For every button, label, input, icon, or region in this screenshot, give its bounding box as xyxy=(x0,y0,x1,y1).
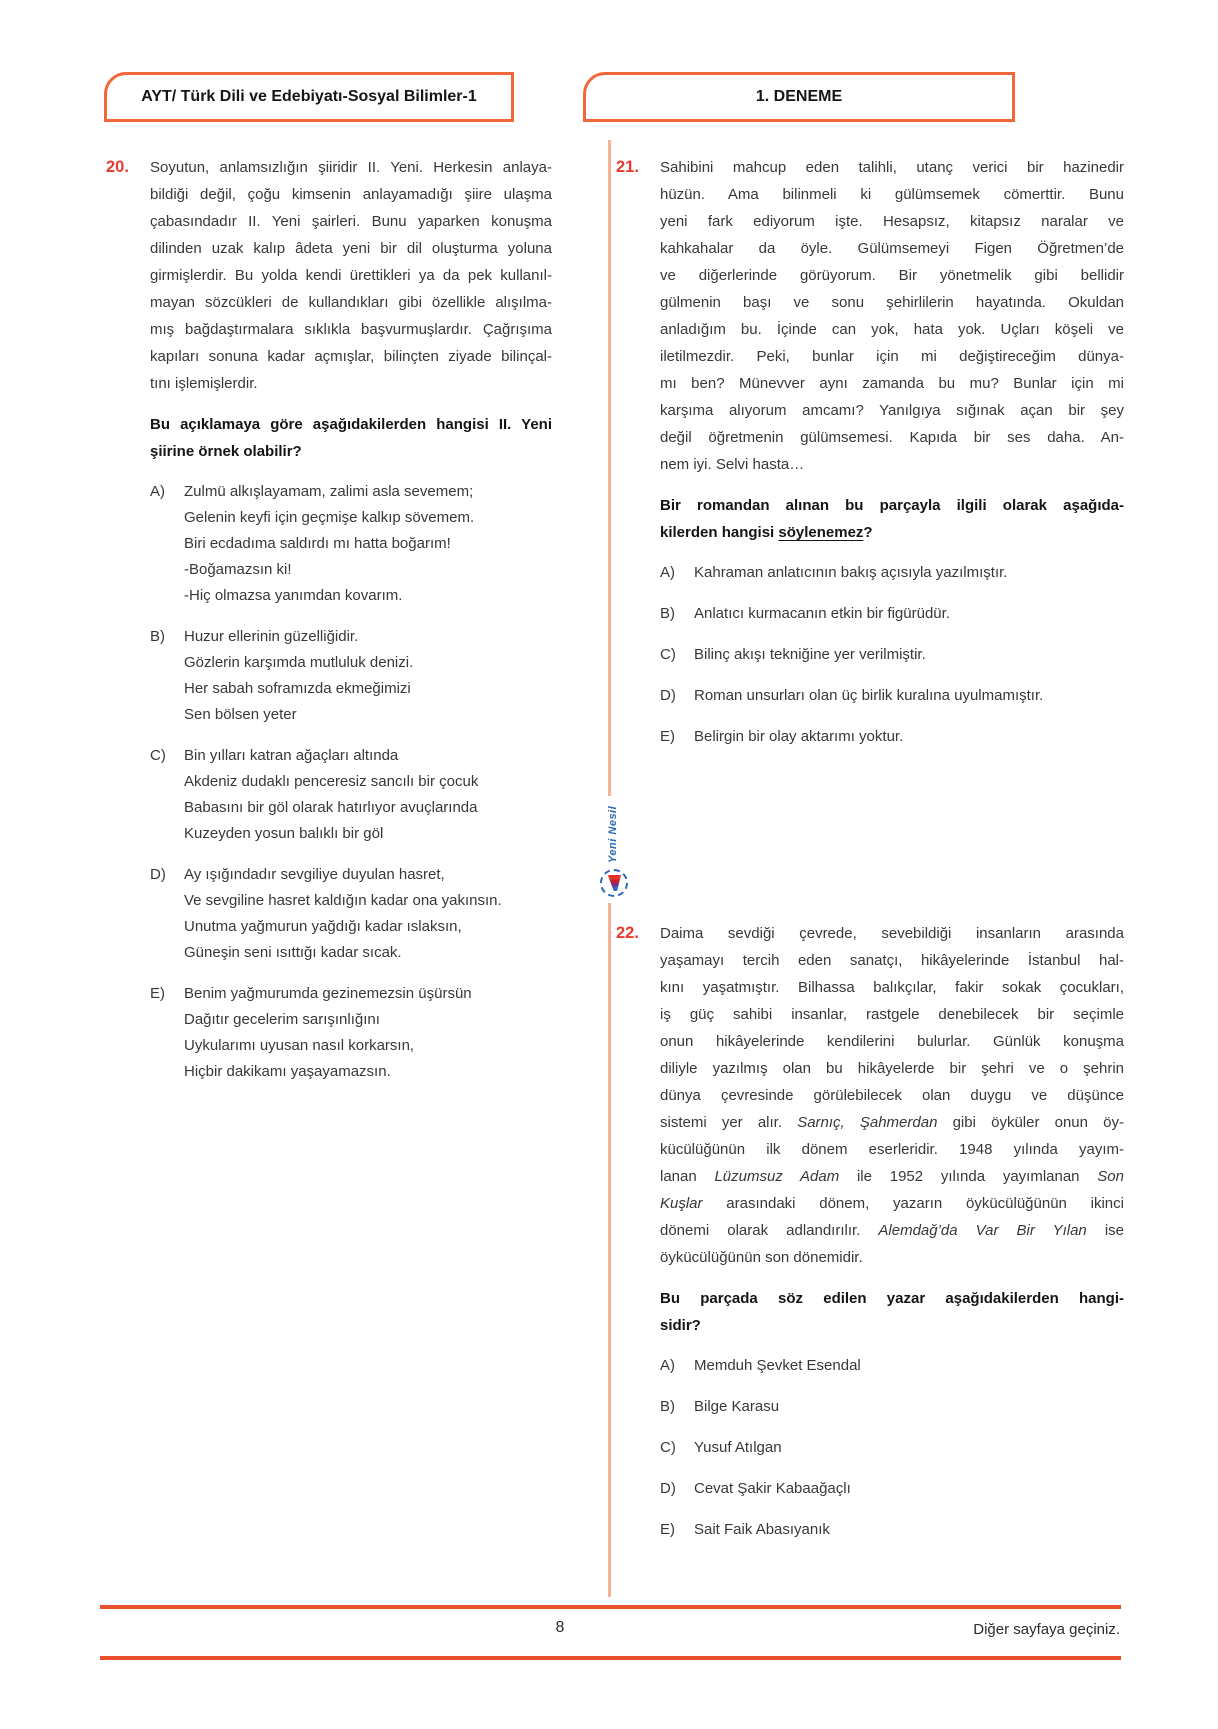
option-A xyxy=(660,1353,1124,1379)
text-line: yaşamayı tercih eden sanatçı, hikâyelerinde İstanbul hal- xyxy=(660,952,1124,969)
text-line: iş güç sahibi insanlar, rastgele denebilecek bir seçimle xyxy=(660,1006,1124,1023)
text-line: Anlatıcı kurmacanın etkin bir figürüdür. xyxy=(694,605,950,622)
text-line: Memduh Şevket Esendal xyxy=(694,1357,861,1374)
option-E xyxy=(150,981,552,1085)
text-line: Belirgin bir olay aktarımı yoktur. xyxy=(694,728,904,745)
footer-rule-bottom xyxy=(100,1656,1121,1660)
text-line: Hiçbir dakikamı yaşayamazsın. xyxy=(184,1063,391,1080)
exam-number: 1. DENEME xyxy=(755,88,843,105)
question-prompt xyxy=(150,411,552,465)
text-line: Yusuf Atılgan xyxy=(694,1439,782,1456)
text-line: Soyutun, anlamsızlığın şiiridir II. Yeni. Herkesin anlaya- xyxy=(150,159,552,176)
text-line: dünya çevresinde görülebilecek olan duygu ve düşünce xyxy=(660,1087,1124,1104)
text-line: kahkahalar da öyle. Gülümsemeyi Figen Öğretmen’de xyxy=(660,240,1124,257)
text-line: girmişlerdir. Bu yolda kendi ürettikleri ya da pek kullanıl- xyxy=(150,267,552,284)
text-line: kilerden hangisi söylenemez? xyxy=(660,524,873,541)
text-line: Gözlerin karşımda mutluluk denizi. xyxy=(184,654,414,671)
question-prompt xyxy=(660,1285,1124,1339)
text-line: -Boğamazsın ki! xyxy=(184,561,292,578)
text-line: Akdeniz dudaklı penceresiz sancılı bir çocuk xyxy=(184,773,479,790)
question-paragraph xyxy=(660,154,1124,478)
text-line: Bu parçada söz edilen yazar aşağıdakilerden hangi- xyxy=(660,1290,1124,1307)
text-line: dilinden uzak kalıp âdeta yeni bir dil oluşturma yoluna xyxy=(150,240,552,257)
question-22 xyxy=(616,920,1124,1543)
page-number: 8 xyxy=(555,1619,565,1636)
text-line: nem iyi. Selvi hasta… xyxy=(660,456,805,473)
text-line: Babasını bir göl olarak hatırlıyor avuçlarında xyxy=(184,799,478,816)
text-line: sidir? xyxy=(660,1317,701,1334)
exam-title: AYT/ Türk Dili ve Edebiyatı-Sosyal Bilimler-1 xyxy=(141,88,477,105)
text-line: Sen bölsen yeter xyxy=(184,706,297,723)
option-label: C) xyxy=(150,747,166,764)
text-line: lanan Lüzumsuz Adam ile 1952 yılında yayımlanan Son xyxy=(660,1168,1124,1185)
option-label: E) xyxy=(150,985,165,1002)
text-line: anladığım bu. İçinde can yok, hata yok. Uçları köşeli ve xyxy=(660,321,1124,338)
text-line: Sait Faik Abasıyanık xyxy=(694,1521,830,1538)
text-line: değil öğretmenin gülümsemesi. Kapıda bir ses daha. An- xyxy=(660,429,1124,446)
option-E xyxy=(660,1517,1124,1543)
question-number: 20. xyxy=(106,158,129,176)
option-label: A) xyxy=(660,1357,675,1374)
left-column xyxy=(106,140,552,1100)
text-line: Dağıtır gecelerim sarışınlığını xyxy=(184,1011,380,1028)
column-divider-bottom xyxy=(608,903,611,1597)
option-label: D) xyxy=(150,866,166,883)
text-line: hüzün. Ama bilinmeli ki gülümsemek cömerttir. Bunu xyxy=(660,186,1124,203)
option-label: D) xyxy=(660,1480,676,1497)
publisher-logo xyxy=(594,793,636,901)
text-line: -Hiç olmazsa yanımdan kovarım. xyxy=(184,587,403,604)
right-column xyxy=(616,140,1124,1558)
text-line: Benim yağmurumda gezinemezsin üşürsün xyxy=(184,985,472,1002)
option-B xyxy=(660,601,1124,627)
option-label: B) xyxy=(660,1398,675,1415)
option-label: C) xyxy=(660,1439,676,1456)
option-label: D) xyxy=(660,687,676,704)
option-C xyxy=(150,743,552,847)
option-D xyxy=(660,1476,1124,1502)
text-line: ve diğerlerinde görüyorum. Bir yönetmelik gibi bellidir xyxy=(660,267,1124,284)
footer-rule-top xyxy=(100,1605,1121,1609)
text-line: mı ben? Münevver aynı zamanda bu mu? Bunlar için mi xyxy=(660,375,1124,392)
text-line: kücülüğünün ilk dönem eserleridir. 1948 yılında yayım- xyxy=(660,1141,1124,1158)
text-line: Uykularımı uyusan nasıl korkarsın, xyxy=(184,1037,415,1054)
text-line: Zulmü alkışlayamam, zalimi asla sevemem; xyxy=(184,483,474,500)
publisher-logo-text: Yeni Nesil xyxy=(607,805,619,863)
question-21 xyxy=(616,154,1124,750)
text-line: Bin yılları katran ağaçları altında xyxy=(184,747,399,764)
option-label: B) xyxy=(150,628,165,645)
text-line: şiirine örnek olabilir? xyxy=(150,443,302,460)
text-line: Bilge Karasu xyxy=(694,1398,780,1415)
option-label: A) xyxy=(150,483,165,500)
text-line: Kahraman anlatıcının bakış açısıyla yazılmıştır. xyxy=(694,564,1008,581)
text-line: kını yaşatmıştır. Bilhassa balıkçılar, fakir sokak çocukları, xyxy=(660,979,1124,996)
exam-title-box xyxy=(104,72,514,122)
question-number: 22. xyxy=(616,924,639,942)
text-line: Daima sevdiği çevrede, sevebildiği insanların arasında xyxy=(660,925,1124,942)
question-paragraph xyxy=(150,154,552,397)
text-line: mış bağdaştırmalara sıklıkla başvurmuşlardır. Çağrışıma xyxy=(150,321,552,338)
option-label: B) xyxy=(660,605,675,622)
text-line: Gelenin keyfi için geçmişe kalkıp sövemem. xyxy=(184,509,475,526)
text-line: Biri ecdadıma saldırdı mı hatta boğarım! xyxy=(184,535,451,552)
text-line: Kuzeyden yosun balıklı bir göl xyxy=(184,825,384,842)
text-line: Bir romandan alınan bu parçayla ilgili olarak aşağıda- xyxy=(660,497,1124,514)
text-line: Ay ışığındadır sevgiliye duyulan hasret, xyxy=(184,866,445,883)
text-line: Unutma yağmurun yağdığı kadar ıslaksın, xyxy=(184,918,462,935)
footer-note: Diğer sayfaya geçiniz. xyxy=(973,1621,1120,1638)
option-E xyxy=(660,724,1124,750)
text-line: dönemi olarak adlandırılır. Alemdağ’da Var Bir Yılan ise xyxy=(660,1222,1124,1239)
option-B xyxy=(150,624,552,728)
option-C xyxy=(660,1435,1124,1461)
options-list xyxy=(150,479,552,1085)
option-A xyxy=(660,560,1124,586)
text-line: karşıma alıyorum amcamı? Yanılgıya sığınak açan bir şey xyxy=(660,402,1124,419)
options-list xyxy=(660,560,1124,750)
text-line: Roman unsurları olan üç birlik kuralına uyulmamıştır. xyxy=(694,687,1044,704)
text-line: Güneşin seni ısıttığı kadar sıcak. xyxy=(184,944,402,961)
option-label: E) xyxy=(660,1521,675,1538)
text-line: Bilinç akışı tekniğine yer verilmiştir. xyxy=(694,646,926,663)
text-line: diliyle yazılmış olan bu hikâyelerde bir şehri ve o şehrin xyxy=(660,1060,1124,1077)
option-A xyxy=(150,479,552,609)
text-line: bildiği değil, çoğu kimsenin anlayamadığı şiire ulaşma xyxy=(150,186,552,203)
text-line: sistemi yer alır. Sarnıç, Şahmerdan gibi öyküler onun öy- xyxy=(660,1114,1124,1131)
question-paragraph xyxy=(660,920,1124,1271)
text-line: iletilmezdir. Peki, bunlar için mi değiştireceğim dünya- xyxy=(660,348,1124,365)
text-line: gülmenin başı ve sonu şehirlilerin hayatında. Okuldan xyxy=(660,294,1124,311)
text-line: çabasındadır II. Yeni şairleri. Bunu yaparken konuşma xyxy=(150,213,552,230)
text-line: Bu açıklamaya göre aşağıdakilerden hangisi II. Yeni xyxy=(150,416,552,433)
exam-number-box xyxy=(583,72,1015,122)
column-divider-top xyxy=(608,140,611,796)
option-D xyxy=(660,683,1124,709)
option-C xyxy=(660,642,1124,668)
option-D xyxy=(150,862,552,966)
text-line: Kuşlar arasındaki dönem, yazarın öykücülüğünün ikinci xyxy=(660,1195,1124,1212)
option-B xyxy=(660,1394,1124,1420)
text-line: Her sabah soframızda ekmeğimizi xyxy=(184,680,411,697)
text-line: kapıları sonuna kadar açmışlar, bilinçten ziyade bilinçal- xyxy=(150,348,552,365)
options-list xyxy=(660,1353,1124,1543)
option-label: A) xyxy=(660,564,675,581)
text-line: Ve sevgiline hasret kaldığın kadar ona yakınsın. xyxy=(184,892,502,909)
question-prompt xyxy=(660,492,1124,546)
option-label: E) xyxy=(660,728,675,745)
text-line: öykücülüğünün son dönemidir. xyxy=(660,1249,863,1266)
text-line: Sahibini mahcup eden talihli, utanç verici bir hazinedir xyxy=(660,159,1124,176)
text-line: Huzur ellerinin güzelliğidir. xyxy=(184,628,359,645)
option-label: C) xyxy=(660,646,676,663)
text-line: tını işlemişlerdir. xyxy=(150,375,258,392)
text-line: onun hikâyelerinde kendilerini bulurlar. Günlük konuşma xyxy=(660,1033,1124,1050)
text-line: Cevat Şakir Kabaağaçlı xyxy=(694,1480,851,1497)
question-20 xyxy=(106,154,552,1085)
text-line: mayan sözcükleri de kullandıkları gibi özellikle alışılma- xyxy=(150,294,552,311)
question-number: 21. xyxy=(616,158,639,176)
publisher-logo-icon xyxy=(600,869,628,897)
text-line: yeni fark ediyorum işte. Hesapsız, kitapsız naralar ve xyxy=(660,213,1124,230)
